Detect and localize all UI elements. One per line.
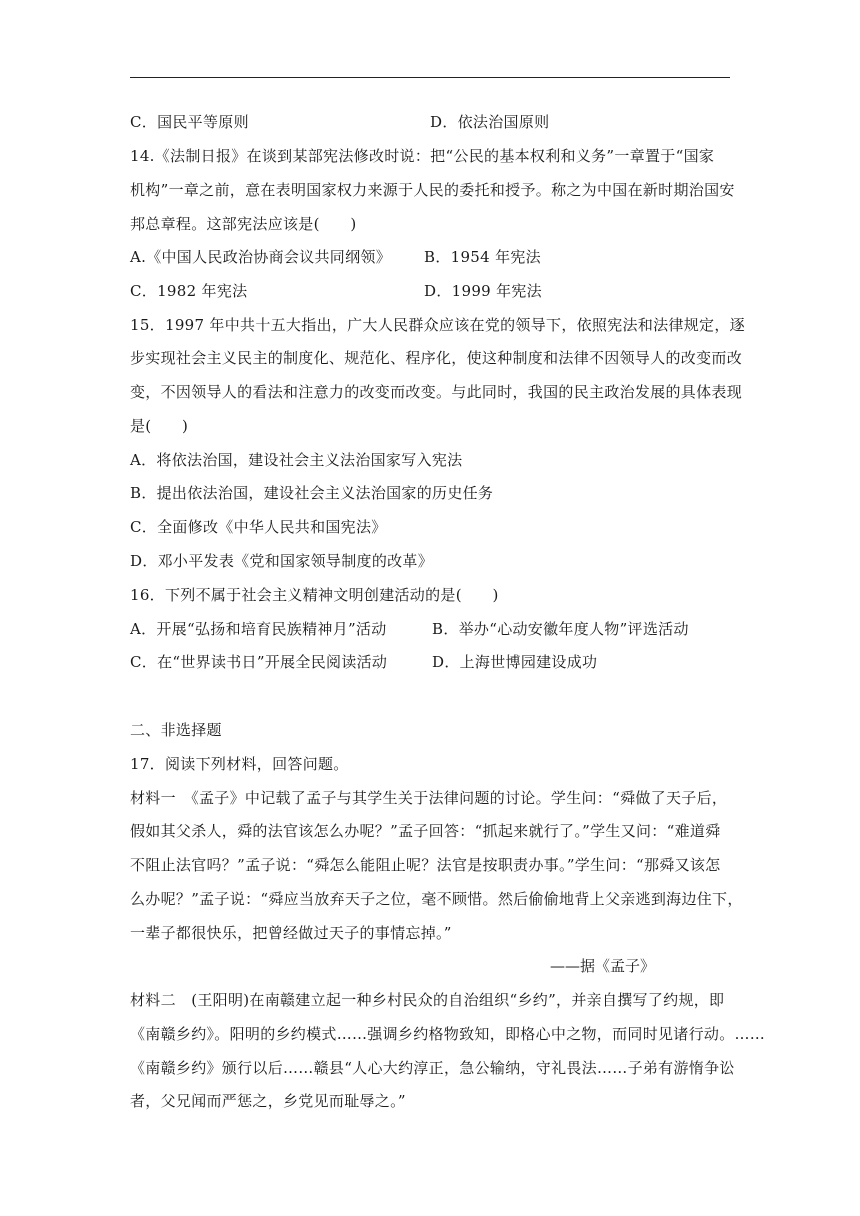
q14-stem-line-1: 14.《法制日报》在谈到某部宪法修改时说：把“公民的基本权利和义务”一章置于“国家 xyxy=(130,147,715,165)
q14-option-b: B．1954 年宪法 xyxy=(424,248,541,266)
q16-option-d: D．上海世博园建设成功 xyxy=(432,653,598,671)
q15-option-c: C．全面修改《中华人民共和国宪法》 xyxy=(130,518,387,536)
q14-option-c: C．1982 年宪法 xyxy=(130,282,248,300)
q17-material-1-line-5: 一辈子都很快乐，把曾经做过天子的事情忘掉。” xyxy=(130,924,452,942)
q16-option-a: A．开展“弘扬和培育民族精神月”活动 xyxy=(130,620,387,638)
q14-stem-line-3: 邦总章程。这部宪法应该是( ) xyxy=(130,215,357,233)
q17-stem: 17．阅读下列材料，回答问题。 xyxy=(130,755,349,773)
section-heading: 二、非选择题 xyxy=(130,721,222,739)
q13-option-d: D．依法治国原则 xyxy=(430,113,550,131)
q14-option-d: D．1999 年宪法 xyxy=(424,282,542,300)
q15-stem-line-1: 15．1997 年中共十五大指出，广大人民群众应该在党的领导下，依照宪法和法律规定，逐 xyxy=(130,316,745,334)
q16-option-c: C．在“世界读书日”开展全民阅读活动 xyxy=(130,653,388,671)
q15-option-a: A．将依法治国，建设社会主义法治国家写入宪法 xyxy=(130,451,463,469)
q17-material-1-source: ——据《孟子》 xyxy=(550,957,656,975)
q15-option-b: B．提出依法治国，建设社会主义法治国家的历史任务 xyxy=(130,484,494,502)
q17-material-1-line-3: 不阻止法官吗？”孟子说：“舜怎么能阻止呢？法官是按职责办事。”学生问：“那舜又该怎 xyxy=(130,856,721,874)
q17-material-1-line-4: 么办呢？”孟子说：“舜应当放弃天子之位，毫不顾惜。然后偷偷地背上父亲逃到海边住下， xyxy=(130,890,743,908)
q17-material-1-line-2: 假如其父杀人，舜的法官该怎么办呢？”孟子回答：“抓起来就行了。”学生又问：“难道舜 xyxy=(130,822,721,840)
q17-material-1-line-1: 材料一 《孟子》中记载了孟子与其学生关于法律问题的讨论。学生问：“舜做了天子后， xyxy=(130,789,728,807)
q16-option-b: B．举办“心动安徽年度人物”评选活动 xyxy=(432,620,689,638)
q14-stem-line-2: 机构”一章之前，意在表明国家权力来源于人民的委托和授予。称之为中国在新时期治国安 xyxy=(130,181,735,199)
q17-material-2-line-3: 《南赣乡约》颁行以后……赣县“人心大约淳正，急公输纳，守礼畏法……子弟有游惰争讼 xyxy=(130,1059,735,1077)
q14-option-a: A.《中国人民政治协商会议共同纲领》 xyxy=(130,248,392,266)
q17-material-2-line-4: 者，父兄闻而严惩之，乡党见而耻辱之。” xyxy=(130,1092,406,1110)
q16-stem: 16．下列不属于社会主义精神文明创建活动的是( ) xyxy=(130,586,499,604)
q15-stem-line-4: 是( ) xyxy=(130,417,189,435)
q17-material-2-line-1: 材料二 (王阳明)在南赣建立起一种乡村民众的自治组织“乡约”，并亲自撰写了约规，即 xyxy=(130,991,725,1009)
q17-material-2-line-2: 《南赣乡约》。阳明的乡约模式……强调乡约格物致知，即格心中之物，而同时见诸行动。…… xyxy=(130,1025,766,1043)
header-rule xyxy=(130,77,730,78)
q13-option-c: C．国民平等原则 xyxy=(130,113,249,131)
q15-stem-line-2: 步实现社会主义民主的制度化、规范化、程序化，使这种制度和法律不因领导人的改变而改 xyxy=(130,349,743,367)
q15-stem-line-3: 变，不因领导人的看法和注意力的改变而改变。与此同时，我国的民主政治发展的具体表现 xyxy=(130,383,743,401)
q15-option-d: D．邓小平发表《党和国家领导制度的改革》 xyxy=(130,552,434,570)
